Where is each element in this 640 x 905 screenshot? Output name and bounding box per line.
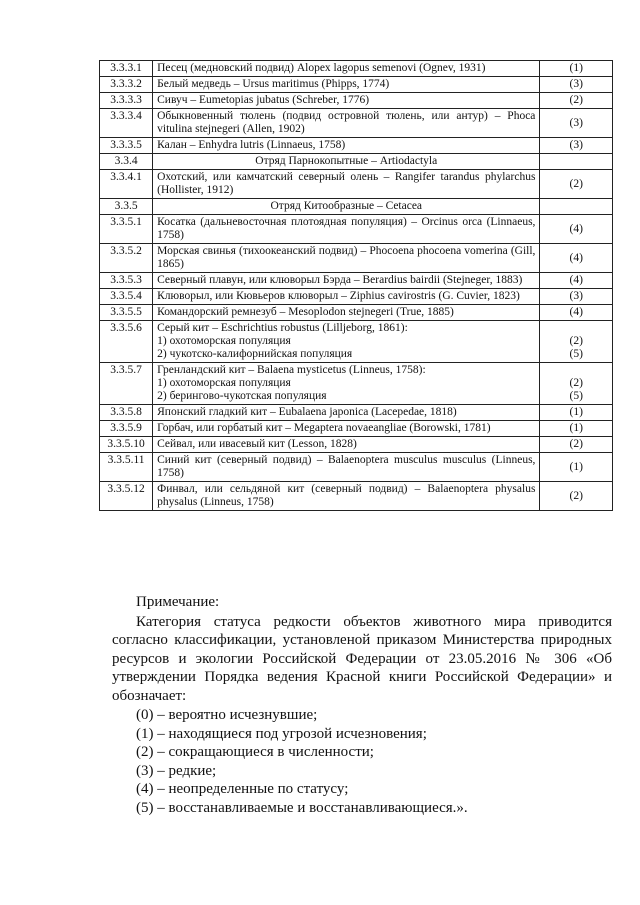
species-table: [99, 60, 613, 511]
category-item: (2) – сокращающиеся в численности;: [136, 744, 374, 760]
section-row: [100, 154, 613, 170]
population-line: 2) чукотско-калифорнийская популяция: [157, 348, 353, 360]
status-category: (1): [540, 61, 613, 77]
row-number: 3.3.5.2: [100, 244, 153, 273]
species-row: [100, 421, 613, 437]
row-number: 3.3.5.11: [100, 453, 153, 482]
status-category-value: (2): [569, 377, 583, 389]
status-category: [540, 363, 613, 405]
row-number: 3.3.5.4: [100, 289, 153, 305]
population-line: 2) берингово-чукотская популяция: [157, 390, 327, 402]
species-name: Калан – Enhydra lutris (Linnaeus, 1758): [153, 138, 540, 154]
species-row: [100, 215, 613, 244]
species-name: Обыкновенный тюлень (подвид островной тюлень, или антур) – Phoca vitulina stejnegeri (Allen, 1902): [153, 109, 540, 138]
status-category-value: [544, 322, 608, 335]
row-number: 3.3.5.6: [100, 321, 153, 363]
status-category: (2): [540, 93, 613, 109]
row-number: 3.3.4: [100, 154, 153, 170]
status-category: [540, 154, 613, 170]
status-category: (3): [540, 138, 613, 154]
species-name: Синий кит (северный подвид) – Balaenoptera musculus musculus (Linneus, 1758): [153, 453, 540, 482]
category-item: (5) – восстанавливаемые и восстанавливающиеся.».: [136, 799, 468, 816]
category-list: [112, 706, 612, 817]
species-row: [100, 305, 613, 321]
status-category: (4): [540, 215, 613, 244]
species-name: Северный плавун, или клюворыл Бэрда – Berardius bairdii (Stejneger, 1883): [153, 273, 540, 289]
status-category: (2): [540, 170, 613, 199]
species-name: Командорский ремнезуб – Mesoplodon stejnegeri (True, 1885): [153, 305, 540, 321]
species-name: Песец (медновский подвид) Alopex lagopus semenovi (Ognev, 1931): [153, 61, 540, 77]
row-number: 3.3.5.8: [100, 405, 153, 421]
population-line: 1) охотоморская популяция: [157, 377, 291, 389]
category-item: (3) – редкие;: [136, 762, 217, 779]
species-name: Морская свинья (тихоокеанский подвид) – Phocoena phocoena vomerina (Gill, 1865): [153, 244, 540, 273]
species-name: Клюворыл, или Кювьеров клюворыл – Ziphius cavirostris (G. Cuvier, 1823): [153, 289, 540, 305]
section-row: [100, 199, 613, 215]
species-row: [100, 109, 613, 138]
species-name: Охотский, или камчатский северный олень – Rangifer tarandus phylarchus (Hollister, 1912): [153, 170, 540, 199]
status-category: (2): [540, 482, 613, 511]
status-category: (1): [540, 453, 613, 482]
species-name: Белый медведь – Ursus maritimus (Phipps, 1774): [153, 77, 540, 93]
row-number: 3.3.5.10: [100, 437, 153, 453]
species-row: [100, 77, 613, 93]
species-name: Отряд Китообразные – Cetacea: [153, 199, 540, 215]
species-row: [100, 289, 613, 305]
status-category: (4): [540, 244, 613, 273]
row-number: 3.3.3.2: [100, 77, 153, 93]
row-number: 3.3.3.5: [100, 138, 153, 154]
note-title: Примечание:: [136, 594, 220, 610]
species-row: [100, 170, 613, 199]
row-number: 3.3.5.1: [100, 215, 153, 244]
species-name-main: Гренландский кит – Balaena mysticetus (Linneus, 1758):: [157, 364, 426, 376]
species-row: [100, 321, 613, 363]
category-item: (1) – находящиеся под угрозой исчезновения;: [136, 725, 427, 742]
status-category: (2): [540, 437, 613, 453]
status-category: (3): [540, 289, 613, 305]
status-category: (1): [540, 421, 613, 437]
species-row: [100, 93, 613, 109]
status-category: (1): [540, 405, 613, 421]
row-number: 3.3.5.3: [100, 273, 153, 289]
category-item: (4) – неопределенные по статусу;: [136, 781, 349, 797]
row-number: 3.3.3.4: [100, 109, 153, 138]
status-category: (4): [540, 305, 613, 321]
species-name: Финвал, или сельдяной кит (северный подвид) – Balaenoptera physalus physalus (Linneus, 1758): [153, 482, 540, 511]
species-row: [100, 437, 613, 453]
row-number: 3.3.5.5: [100, 305, 153, 321]
species-row: [100, 138, 613, 154]
species-row: [100, 482, 613, 511]
note-section: [112, 593, 612, 817]
species-table-body: [100, 61, 613, 511]
status-category: [540, 199, 613, 215]
status-category: (3): [540, 109, 613, 138]
species-name: Сивуч – Eumetopias jubatus (Schreber, 1776): [153, 93, 540, 109]
species-row: [100, 61, 613, 77]
note-paragraph: Категория статуса редкости объектов животного мира приводится согласно классификации, установленой приказом Министерства природных ресурсов и экологии Российской Федерации от 23.05.2016 № 306 «Об утверждении Порядка ведения Красной книги Российской Федерации» и обозначает:: [112, 613, 612, 704]
population-line: 1) охотоморская популяция: [157, 335, 291, 347]
species-name: [153, 321, 540, 363]
species-name: Горбач, или горбатый кит – Megaptera novaeangliae (Borowski, 1781): [153, 421, 540, 437]
species-row: [100, 244, 613, 273]
row-number: 3.3.4.1: [100, 170, 153, 199]
category-item: (0) – вероятно исчезнувшие;: [136, 707, 318, 723]
row-number: 3.3.5.9: [100, 421, 153, 437]
row-number: 3.3.3.3: [100, 93, 153, 109]
species-name: Японский гладкий кит – Eubalaena japonica (Lacepedae, 1818): [153, 405, 540, 421]
species-row: [100, 273, 613, 289]
status-category: [540, 321, 613, 363]
species-row: [100, 405, 613, 421]
species-name: Отряд Парнокопытные – Artiodactyla: [153, 154, 540, 170]
species-name: Косатка (дальневосточная плотоядная популяция) – Orcinus orca (Linnaeus, 1758): [153, 215, 540, 244]
species-row: [100, 453, 613, 482]
status-category-value: (5): [569, 348, 583, 360]
species-name: [153, 363, 540, 405]
row-number: 3.3.5.7: [100, 363, 153, 405]
status-category-value: (5): [569, 390, 583, 402]
species-row: [100, 363, 613, 405]
row-number: 3.3.5: [100, 199, 153, 215]
row-number: 3.3.3.1: [100, 61, 153, 77]
status-category: (3): [540, 77, 613, 93]
row-number: 3.3.5.12: [100, 482, 153, 511]
species-name: Сейвал, или ивасевый кит (Lesson, 1828): [153, 437, 540, 453]
species-name-main: Серый кит – Eschrichtius robustus (Lilljeborg, 1861):: [157, 322, 408, 334]
status-category: (4): [540, 273, 613, 289]
status-category-value: (2): [569, 335, 583, 347]
